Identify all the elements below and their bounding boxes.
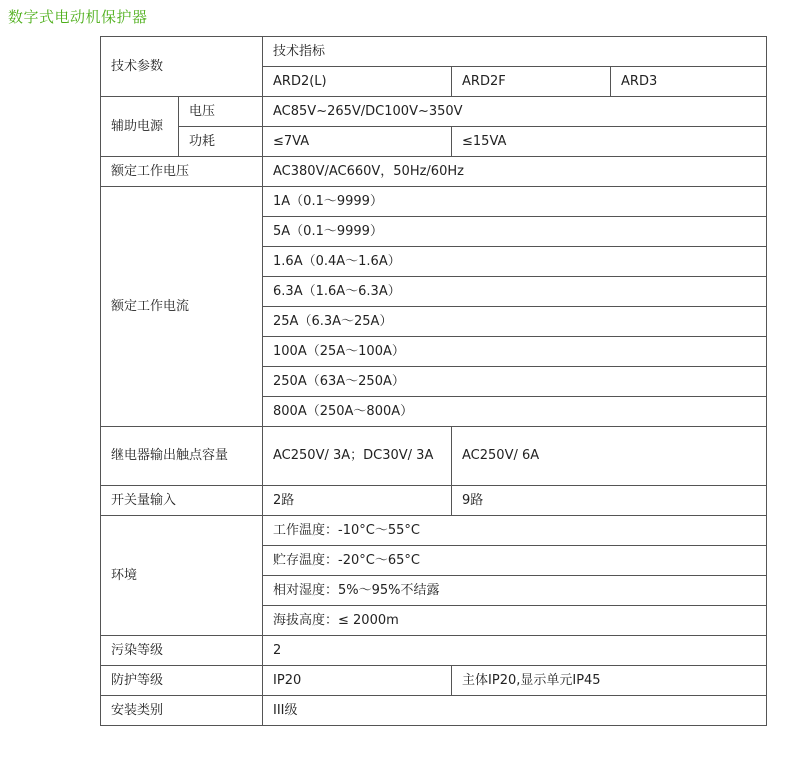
pollution-value: 2 (263, 636, 767, 666)
environment-value: 贮存温度：-20°C～65°C (263, 546, 767, 576)
environment-label: 环境 (101, 516, 263, 636)
rated-current-value: 100A（25A～100A） (263, 337, 767, 367)
aux-power-label: 辅助电源 (101, 97, 179, 157)
switch-input-value: 2路 (263, 486, 452, 516)
power-value: ≤7VA (263, 127, 452, 157)
table-row (101, 187, 767, 217)
rated-current-label: 额定工作电流 (101, 187, 263, 427)
rated-current-value: 250A（63A～250A） (263, 367, 767, 397)
indicator-header: 技术指标 (263, 37, 767, 67)
page-title: 数字式电动机保护器 (8, 8, 148, 26)
table-row (101, 666, 767, 696)
power-value: ≤15VA (452, 127, 767, 157)
table-row (101, 486, 767, 516)
rated-current-value: 5A（0.1～9999） (263, 217, 767, 247)
rated-current-value: 1.6A（0.4A～1.6A） (263, 247, 767, 277)
table-row (101, 127, 767, 157)
rated-voltage-label: 额定工作电压 (101, 157, 263, 187)
relay-value: AC250V/ 3A；DC30V/ 3A (263, 427, 452, 486)
table-row (101, 427, 767, 486)
power-label: 功耗 (179, 127, 263, 157)
rated-current-value: 800A（250A～800A） (263, 397, 767, 427)
install-label: 安装类别 (101, 696, 263, 726)
install-value: III级 (263, 696, 767, 726)
spec-table (100, 36, 767, 726)
protection-label: 防护等级 (101, 666, 263, 696)
table-row (101, 37, 767, 67)
voltage-value: AC85V~265V/DC100V~350V (263, 97, 767, 127)
rated-current-value: 6.3A（1.6A～6.3A） (263, 277, 767, 307)
table-row (101, 97, 767, 127)
model-header: ARD2(L) (263, 67, 452, 97)
rated-current-value: 1A（0.1～9999） (263, 187, 767, 217)
table-row (101, 516, 767, 546)
switch-input-value: 9路 (452, 486, 767, 516)
switch-input-label: 开关量输入 (101, 486, 263, 516)
table-row (101, 636, 767, 666)
environment-value: 海拔高度：≤ 2000m (263, 606, 767, 636)
relay-value: AC250V/ 6A (452, 427, 767, 486)
model-header: ARD2F (452, 67, 611, 97)
rated-current-value: 25A（6.3A～25A） (263, 307, 767, 337)
table-row (101, 696, 767, 726)
protection-value: IP20 (263, 666, 452, 696)
environment-value: 工作温度：-10°C～55°C (263, 516, 767, 546)
relay-label: 继电器输出触点容量 (101, 427, 263, 486)
environment-value: 相对湿度：5%～95%不结露 (263, 576, 767, 606)
rated-voltage-value: AC380V/AC660V，50Hz/60Hz (263, 157, 767, 187)
protection-value: 主体IP20,显示单元IP45 (452, 666, 767, 696)
param-header: 技术参数 (101, 37, 263, 97)
table-row (101, 157, 767, 187)
voltage-label: 电压 (179, 97, 263, 127)
pollution-label: 污染等级 (101, 636, 263, 666)
model-header: ARD3 (611, 67, 767, 97)
